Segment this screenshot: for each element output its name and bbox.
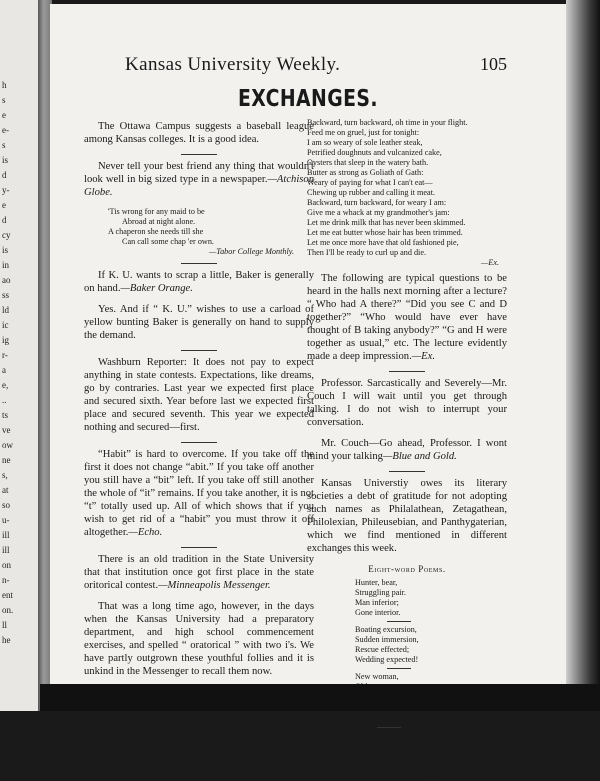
verse-line: Hunter, bear,	[355, 578, 398, 587]
poem-title: Eight-word Poems.	[368, 564, 446, 574]
margin-fragment: ll	[2, 620, 8, 630]
paragraph: Professor. Sarcastically and Severely—Mr. Couch I will wait until you get through talking. I do not wish to interrupt your conversation.	[307, 378, 507, 428]
verse-line: Boating excursion,	[355, 625, 417, 634]
attribution: —Ex.	[419, 771, 437, 780]
eight-word-poem	[355, 625, 507, 665]
running-head: Kansas University Weekly.	[125, 54, 341, 75]
quoted-poem	[311, 731, 507, 771]
margin-fragment: s	[2, 140, 6, 150]
margin-fragment: r-	[2, 350, 8, 360]
margin-fragment: ne	[2, 455, 11, 465]
paragraph: Yes. And if “ K. U.” wishes to use a carload of yellow bunting Baker is generally on hand to supply the demand.	[84, 304, 314, 341]
divider	[181, 547, 217, 548]
scan-background	[40, 684, 600, 711]
margin-fragment: u-	[2, 515, 10, 525]
verse-line: I am so weary of sole leather steak,	[307, 138, 423, 147]
verse-line: Butter as strong as Goliath of Gath:	[307, 168, 424, 177]
divider	[387, 668, 411, 669]
attribution: —Ex.	[419, 714, 437, 723]
margin-fragment: d	[2, 215, 7, 225]
divider	[181, 154, 217, 155]
divider	[387, 621, 411, 622]
margin-fragment: a	[2, 365, 6, 375]
verse-line: Then I'll be ready to curl up and die.	[307, 248, 427, 257]
margin-fragment: h	[2, 80, 7, 90]
divider	[181, 263, 217, 264]
divider	[181, 350, 217, 351]
verse-line: Let me once more have that old fashioned pie,	[307, 238, 459, 247]
verse-line: Wedding expected!	[355, 655, 419, 664]
margin-fragment: ill	[2, 530, 10, 540]
verse-line: Man inferior;	[355, 598, 399, 607]
margin-fragment: ig	[2, 335, 10, 345]
margin-fragment: at	[2, 485, 9, 495]
margin-fragment: d	[2, 170, 7, 180]
margin-fragment: ss	[2, 290, 10, 300]
margin-fragment: is	[2, 155, 9, 165]
divider	[389, 471, 425, 472]
attribution: —Ex.	[481, 258, 499, 267]
eight-word-poem	[355, 578, 507, 618]
quoted-poem	[307, 118, 507, 258]
paragraph: Kansas Universtiy owes its literary societies a debt of gratitude for not adopting such names as Philalathean, Zetagathean, Philolexian, Phileusebian, and Panthygaterian, which we find mentioned in different exchanges this week.	[307, 478, 507, 554]
margin-fragment: ve	[2, 425, 11, 435]
margin-fragment: e,	[2, 380, 9, 390]
verse-line: Struggling pair.	[355, 588, 406, 597]
divider	[181, 442, 217, 443]
margin-fragment: e	[2, 110, 6, 120]
verse-line: Backward, turn backward, for weary I am:	[307, 198, 447, 207]
verse-line: Oysters that sleep in the watery bath.	[307, 158, 429, 167]
section-title: EXCHANGES.	[238, 86, 378, 112]
paragraph: Mr. Couch—Go ahead, Professor. I wont mind your talking—Blue and Gold.	[307, 438, 507, 462]
page-edge-shadow	[566, 0, 600, 711]
margin-fragment: ic	[2, 320, 9, 330]
margin-fragment: on.	[2, 605, 14, 615]
paragraph: There is an old tradition in the State University that that institution once got first place in the state oritorical contest.—Minneapolis Messenger.	[84, 554, 314, 591]
paragraph: If K. U. wants to scrap a little, Baker is generally on hand.—Baker Orange.	[84, 270, 314, 294]
verse-line: Chewing up rubber and calling it meat.	[307, 188, 436, 197]
paragraph: The Ottawa Campus suggests a baseball league among Kansas colleges. It is a good idea.	[84, 121, 314, 145]
margin-fragment: y-	[2, 185, 10, 195]
verse-line: Gone interior.	[355, 608, 401, 617]
margin-fragment: n-	[2, 575, 10, 585]
paragraph: The following are typical questions to be heard in the halls next morning after a lecture? “ Who had A there?” “Did you see C and D together?” “Who would have ever have thought of B taking anybody?” “G and H were together as usual,” etc. The lecture evidently made a deep impression.—Ex.	[307, 273, 507, 362]
verse-line: Let me drink milk that has never been skimmed.	[307, 218, 466, 227]
paragraph: That was a long time ago, however, in the days when the Kansas University had a preparatory department, and high school commencement exercises, and spelled “ oratorical ” with two i's. We have partly outgrown these youthful follies and it is unkind in the Messenger to recall them now.	[84, 601, 314, 677]
paragraph: Never tell your best friend any thing that wouldn't look well in big sized type in a newspaper.—Atchison Globe.	[84, 161, 314, 198]
margin-fragment: so	[2, 500, 11, 510]
verse-line: Petrified doughnuts and vulcanized cake,	[307, 148, 442, 157]
margin-fragment: cy	[2, 230, 11, 240]
divider	[377, 727, 401, 728]
verse-line: Backward, turn backward, oh time in your flight.	[307, 118, 468, 127]
margin-fragment: e	[2, 200, 6, 210]
margin-fragment: ts	[2, 410, 9, 420]
margin-fragment: on	[2, 560, 11, 570]
margin-fragment: s,	[2, 470, 8, 480]
margin-fragment: is	[2, 245, 9, 255]
paragraph: Washburn Reporter: It does not pay to expect anything in state contests. Expectations, like dreams, go by contraries. Last year we expected first place and secured sixth. Year before last we expected first place and secured seventh. This year we expected nothing and secured—first.	[84, 357, 314, 433]
divider	[389, 371, 425, 372]
verse-line: Who indeed might doubt it!—	[311, 751, 411, 760]
verse-line: Give me a whack at my grandmother's jam:	[307, 208, 450, 217]
margin-fragment: ow	[2, 440, 13, 450]
verse-line: New woman,	[355, 672, 399, 681]
right-column	[307, 118, 507, 781]
verse-line: Sudden immersion,	[355, 635, 419, 644]
verse-line: She had a lovely neck,	[311, 731, 385, 740]
verse-line: Rescue effected;	[355, 645, 410, 654]
verse-line: Let me eat butter whose hair has been trimmed.	[307, 228, 463, 237]
margin-fragment: ..	[2, 395, 7, 405]
verse-line: That that's what turned her head.	[311, 761, 418, 770]
margin-fragment: ent	[2, 590, 13, 600]
margin-fragment: ld	[2, 305, 10, 315]
verse-line: And everybody said—	[311, 741, 386, 750]
page-number: 105	[480, 54, 507, 74]
left-column	[84, 120, 314, 686]
paragraph: “Habit” is hard to overcome. If you take off the first it does not change “abit.” If you take off another you still have a “bit” left. If you take off still another the whole of “it” remains. If you take another, it is not “t” totally used up. All of which shows that if you wish to get rid of a “habit” you must throw it off altogether.—Echo.	[84, 449, 314, 538]
margin-fragment: s	[2, 95, 6, 105]
margin-fragment: he	[2, 635, 11, 645]
quoted-poem: 'Tis wrong for any maid to be Abroad at night alone. A chaperon she needs till she Can call some chap 'er own. —Tabor College Monthly.	[108, 207, 294, 256]
margin-fragment: ill	[2, 545, 10, 555]
verse-line: Weary of paying for what I can't eat—	[307, 178, 433, 187]
facing-page-edge	[0, 0, 40, 711]
margin-fragment: e-	[2, 125, 9, 135]
margin-fragment: in	[2, 260, 10, 270]
verse-line: Feed me on gruel, just for tonight:	[307, 128, 420, 137]
margin-fragment: ao	[2, 275, 11, 285]
